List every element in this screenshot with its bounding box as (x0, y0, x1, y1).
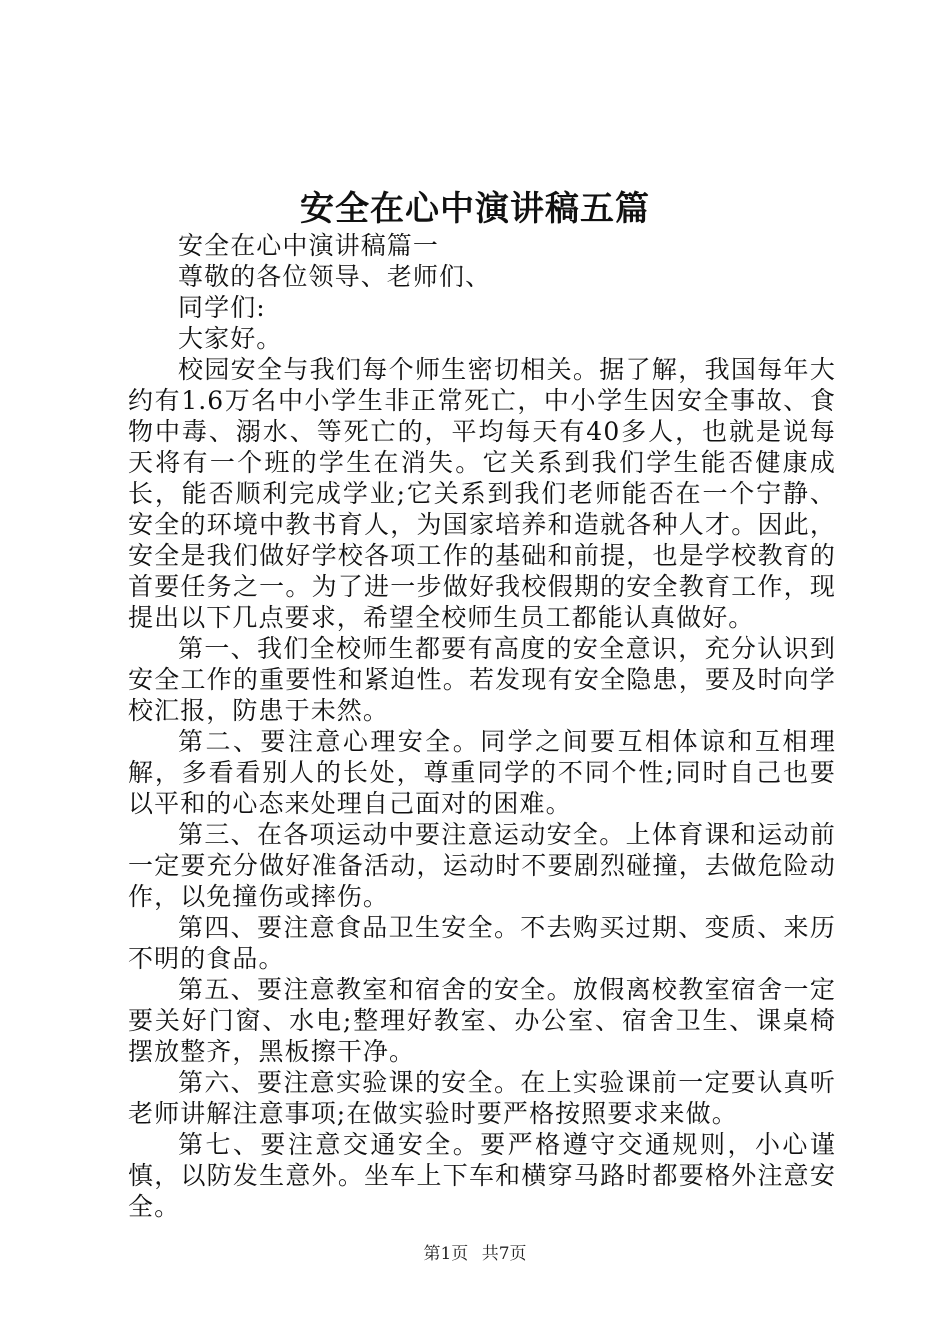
paragraph-body: 校园安全与我们每个师生密切相关。据了解，我国每年大约有1.6万名中小学生非正常死亡，中小学生因安全事故、食物中毒、溺水、等死亡的，平均每天有40多人，也就是说每天将有一个班的学生在消失。它关系到我们学生能否健康成长，能否顺利完成学业;它关系到我们老师能否在一个宁静、安全的环境中教书育人，为国家培养和造就各种人才。因此，安全是我们做好学校各项工作的基础和前提，也是学校教育的首要任务之一。为了进一步做好我校假期的安全教育工作，现提出以下几点要求，希望全校师生员工都能认真做好。 (128, 355, 836, 632)
paragraph-point-6: 第六、要注意实验课的安全。在上实验课前一定要认真听老师讲解注意事项;在做实验时要严格按照要求来做。 (128, 1068, 836, 1128)
paragraph-point-7: 第七、要注意交通安全。要严格遵守交通规则，小心谨慎，以防发生意外。坐车上下车和横穿马路时都要格外注意安全。 (128, 1130, 836, 1221)
paragraph-heading: 安全在心中演讲稿篇一 (178, 231, 440, 260)
paragraph-salutation-2: 同学们: (178, 293, 266, 322)
paragraph-point-5: 第五、要注意教室和宿舍的安全。放假离校教室宿舍一定要关好门窗、水电;整理好教室、办公室、宿舍卫生、课桌椅摆放整齐，黑板擦干净。 (128, 975, 836, 1066)
page-footer (0, 1242, 950, 1266)
paragraph-point-3: 第三、在各项运动中要注意运动安全。上体育课和运动前一定要充分做好准备活动，运动时不要剧烈碰撞，去做危险动作，以免撞伤或摔伤。 (128, 820, 836, 911)
page-number: 第1页 (423, 1244, 469, 1264)
paragraph-salutation: 尊敬的各位领导、老师们、 (178, 262, 492, 291)
paragraph-greeting: 大家好。 (178, 324, 283, 353)
paragraph-point-1: 第一、我们全校师生都要有高度的安全意识，充分认识到安全工作的重要性和紧迫性。若发现有安全隐患，要及时向学校汇报，防患于未然。 (128, 634, 836, 725)
page-total: 共7页 (481, 1244, 527, 1264)
paragraph-point-2: 第二、要注意心理安全。同学之间要互相体谅和互相理解，多看看别人的长处，尊重同学的不同个性;同时自己也要以平和的心态来处理自己面对的困难。 (128, 727, 836, 818)
document-title: 安全在心中演讲稿五篇 (300, 189, 650, 229)
paragraph-point-4: 第四、要注意食品卫生安全。不去购买过期、变质、来历不明的食品。 (128, 913, 836, 973)
document-body (128, 230, 836, 1222)
